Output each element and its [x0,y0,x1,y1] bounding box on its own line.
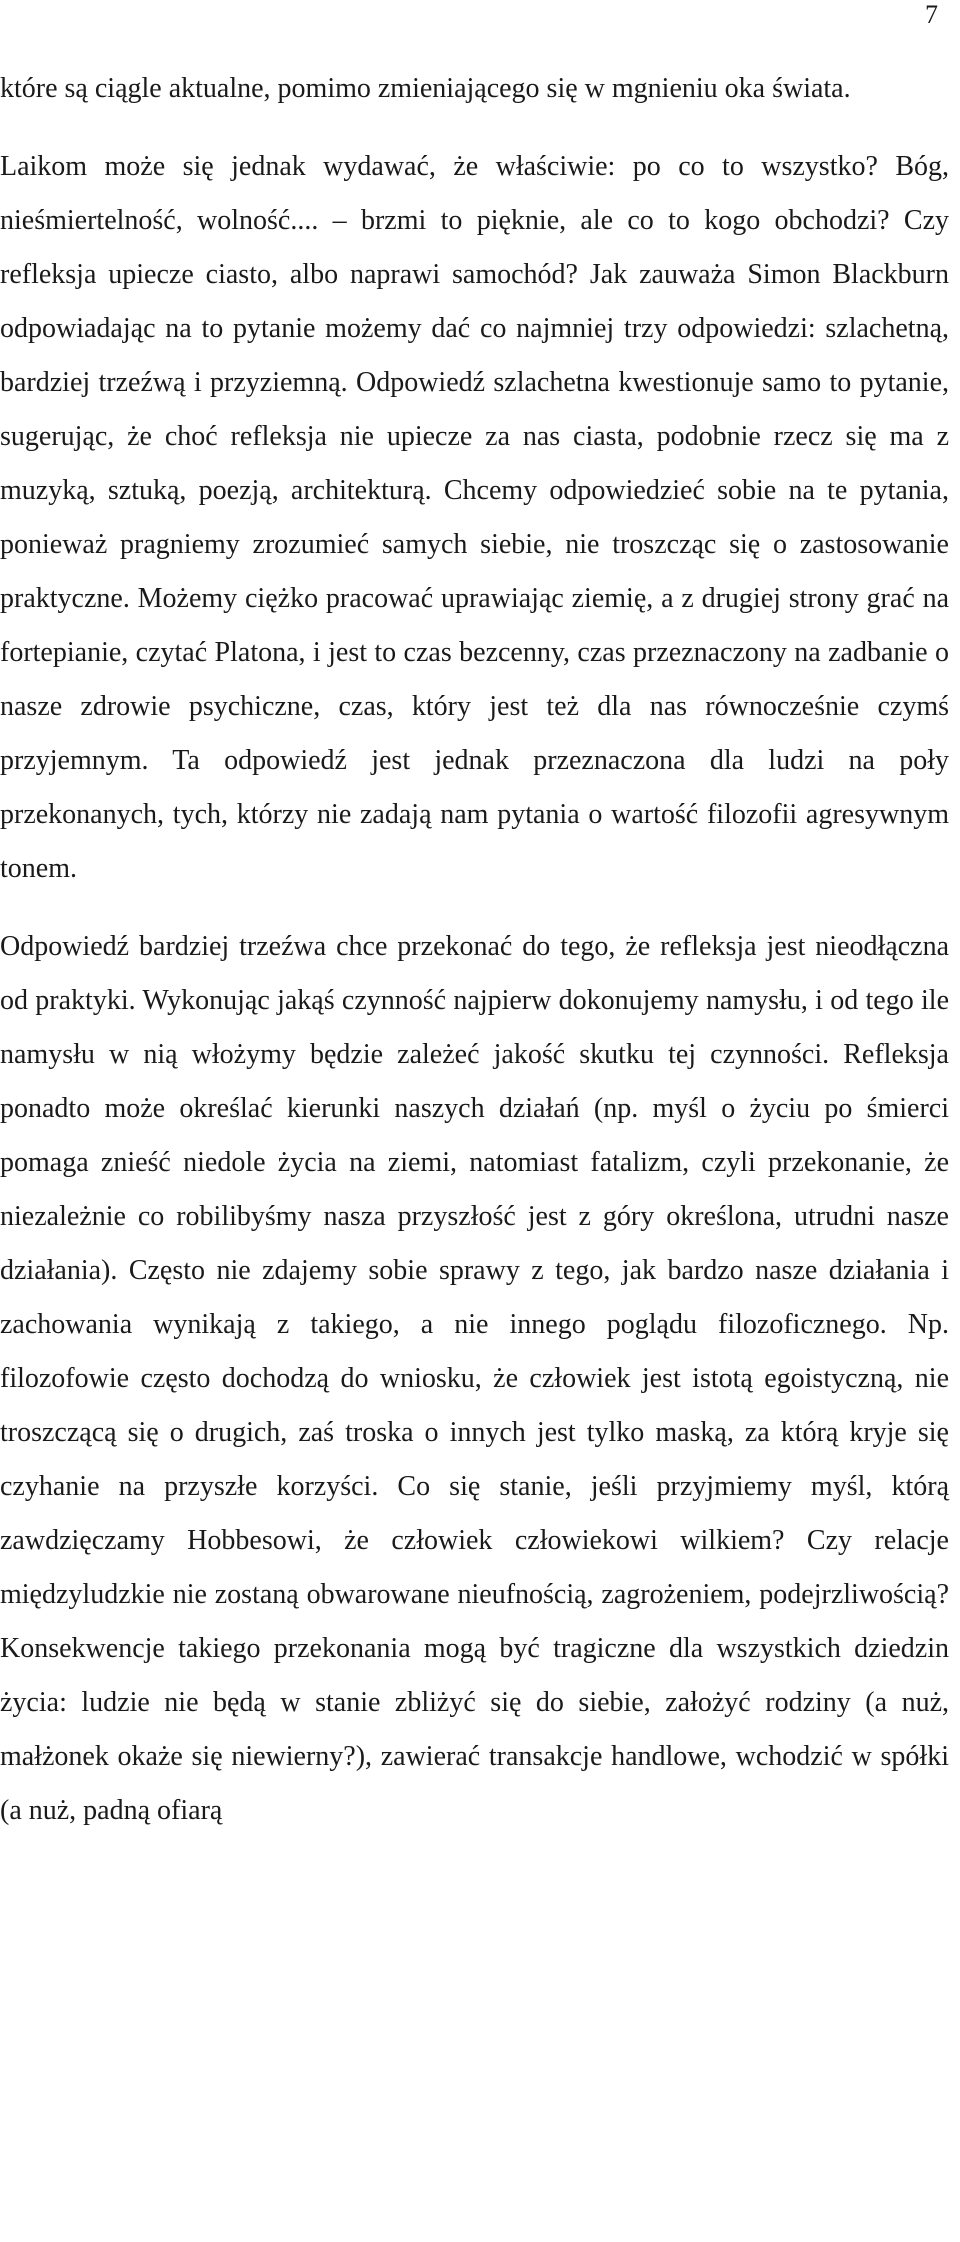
paragraph-value-of-philosophy: Laikom może się jednak wydawać, że właściwie: po co to wszystko? Bóg, nieśmiertelność, wolność.... – brzmi to pięknie, ale co to kogo obchodzi? Czy refleksja upiecze ciasto, albo naprawi samochód? Jak zauważa Simon Blackburn odpowiadając na to pytanie możemy dać co najmniej trzy odpowiedzi: szlachetną, bardziej trzeźwą i przyziemną. Odpowiedź szlachetna kwestionuje samo to pytanie, sugerując, że choć refleksja nie upiecze za nas ciasta, podobnie rzecz się ma z muzyką, sztuką, poezją, architekturą. Chcemy odpowiedzieć sobie na te pytania, ponieważ pragniemy zrozumieć samych siebie, nie troszcząc się o zastosowanie praktyczne. Możemy ciężko pracować uprawiając ziemię, a z drugiej strony grać na fortepianie, czytać Platona, i jest to czas bezcenny, czas przeznaczony na zadbanie o nasze zdrowie psychiczne, czas, który jest też dla nas równocześnie czymś przyjemnym. Ta odpowiedź jest jednak przeznaczona dla ludzi na poły przekonanych, tych, którzy nie zadają nam pytania o wartość filozofii agresywnym tonem. [0,151,949,884]
document-body [0,62,949,1838]
page-number: 7 [925,0,938,29]
paragraph-continuation: które są ciągle aktualne, pomimo zmieniającego się w mgnieniu oka świata. [0,73,851,104]
paragraph-sober-answer: Odpowiedź bardziej trzeźwa chce przekonać do tego, że refleksja jest nieodłączna od praktyki. Wykonując jakąś czynność najpierw dokonujemy namysłu, i od tego ile namysłu w nią włożymy będzie zależeć jakość skutku tej czynności. Refleksja ponadto może określać kierunki naszych działań (np. myśl o życiu po śmierci pomaga znieść niedole życia na ziemi, natomiast fatalizm, czyli przekonanie, że niezależnie co robilibyśmy nasza przyszłość jest z góry określona, utrudni nasze działania). Często nie zdajemy sobie sprawy z tego, jak bardzo nasze działania i zachowania wynikają z takiego, a nie innego poglądu filozoficznego. Np. filozofowie często dochodzą do wniosku, że człowiek jest istotą egoistyczną, nie troszczącą się o drugich, zaś troska o innych jest tylko maską, za którą kryje się czyhanie na przyszłe korzyści. Co się stanie, jeśli przyjmiemy myśl, którą zawdzięczamy Hobbesowi, że człowiek człowiekowi wilkiem? Czy relacje międzyludzkie nie zostaną obwarowane nieufnością, zagrożeniem, podejrzliwością? Konsekwencje takiego przekonania mogą być tragiczne dla wszystkich dziedzin życia: ludzie nie będą w stanie zbliżyć się do siebie, założyć rodziny (a nuż, małżonek okaże się niewierny?), zawierać transakcje handlowe, wchodzić w spółki (a nuż, padną ofiarą [0,931,949,1826]
